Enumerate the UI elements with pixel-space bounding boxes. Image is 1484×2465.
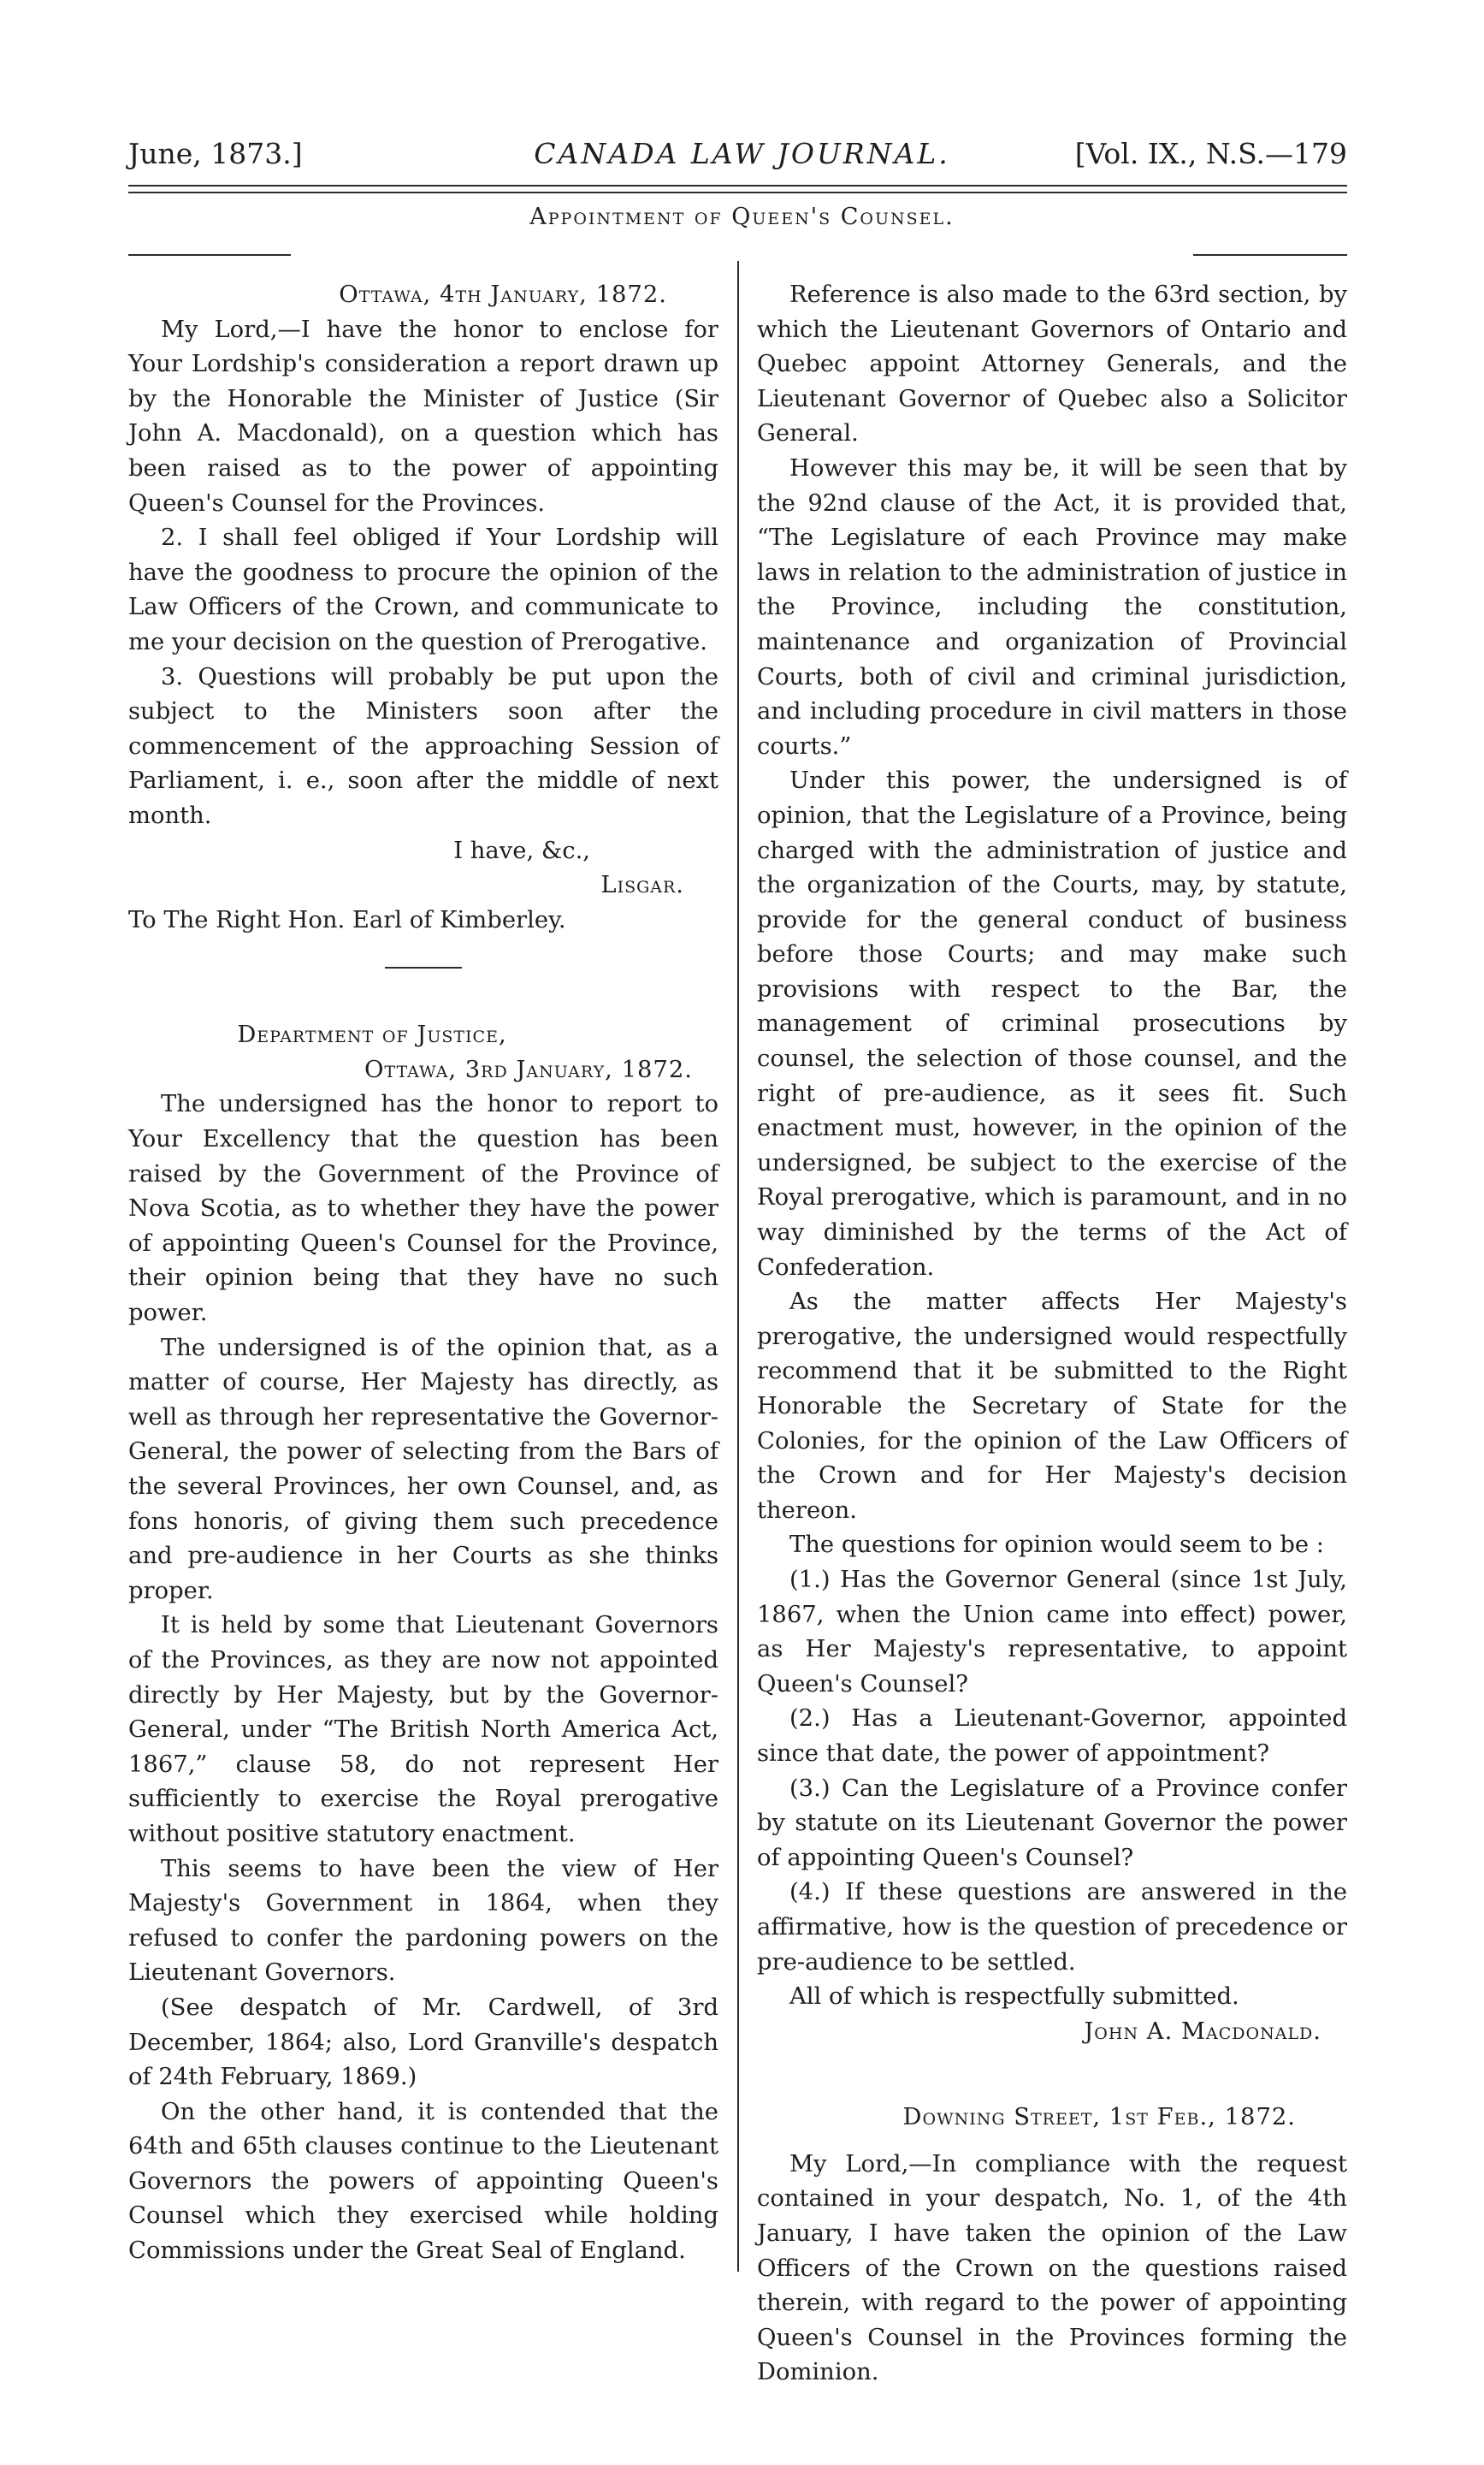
question-item: (1.) Has the Governor General (since 1st July, 1867, when the Union came into effect) power, as Her Majesty's representative, to appoint Queen's Counsel?	[757, 1566, 1347, 1698]
issue-date: June, 1873.]	[128, 137, 303, 170]
letter2-paragraph: My Lord,—In compliance with the request contained in your despatch, No. 1, of the 4th January, I have taken the opinion of the Law Officers of the Crown on the questions raised therein, with regard to the power of appointing Queen's Counsel in the Provinces forming the Dominion.	[757, 2150, 1347, 2386]
journal-title: CANADA LAW JOURNAL.	[534, 137, 950, 170]
column-divider	[737, 261, 739, 2272]
question-item: (4.) If these questions are answered in the affirmative, how is the question of precedence or pre-audience to be settled.	[757, 1879, 1347, 1976]
letter1-signature: Lisgar.	[600, 872, 684, 899]
letter1-paragraph: My Lord,—I have the honor to enclose for Your Lordship's consideration a report drawn up by the Honorable the Minister of Justice (Sir John A. Macdonald), on a question which has been raised as to the power of appointing Queen's Counsel for the Provinces.	[128, 316, 718, 517]
section-gap	[757, 2049, 1347, 2101]
section-gap	[757, 2136, 1347, 2148]
report-paragraph: Reference is also made to the 63rd section, by which the Lieutenant Governors of Ontario and Quebec appoint Attorney Generals, and the Lieutenant Governor of Quebec also a Solicitor General.	[757, 281, 1347, 447]
letter1-dateline: Ottawa, 4th January, 1872.	[339, 281, 667, 308]
report-paragraph: (See despatch of Mr. Cardwell, of 3rd December, 1864; also, Lord Granville's despatch of 24th February, 1869.)	[128, 1994, 718, 2091]
title-rule-right	[1193, 254, 1347, 256]
title-rule-left	[128, 254, 291, 256]
report-closing: All of which is respectfully submitted.	[789, 1983, 1239, 2011]
report-dateline: Ottawa, 3rd January, 1872.	[364, 1056, 693, 1083]
letter2-dateline: Downing Street, 1st Feb., 1872.	[902, 2104, 1296, 2131]
right-column	[757, 278, 1347, 2391]
report-paragraph: As the matter affects Her Majesty's prerogative, the undersigned would respectfully recommend that it be submitted to the Right Honorable the Secretary of State for the Colonies, for the opinion of the Law Officers of the Crown and for Her Majesty's decision thereon.	[757, 1289, 1347, 1524]
header-rule-bottom	[128, 192, 1347, 193]
report-paragraph: This seems to have been the view of Her Majesty's Government in 1864, when they refused to confer the pardoning powers on the Lieutenant Governors.	[128, 1855, 718, 1987]
letter1-addressee: To The Right Hon. Earl of Kimberley.	[128, 906, 566, 933]
report-paragraph: The undersigned is of the opinion that, as a matter of course, Her Majesty has directly, as well as through her representative the Governor-General, the power of selecting from the Bars of the several Provinces, her own Counsel, and, as fons honoris, of giving them such precedence and pre-audience in her Courts as she thinks proper.	[128, 1334, 718, 1604]
report-signature: John A. Macdonald.	[1084, 2018, 1321, 2045]
article-title: Appointment of Queen's Counsel.	[529, 204, 955, 230]
question-item: (2.) Has a Lieutenant-Governor, appointed since that date, the power of appointment?	[757, 1705, 1347, 1767]
report-paragraph: The questions for opinion would seem to be :	[789, 1532, 1324, 1559]
report-heading: Department of Justice,	[237, 1022, 507, 1049]
question-item: (3.) Can the Legislature of a Province confer by statute on its Lieutenant Governor the power of appointing Queen's Counsel?	[757, 1775, 1347, 1871]
report-paragraph: Under this power, the undersigned is of opinion, that the Legislature of a Province, being charged with the administration of justice and the organization of the Courts, may, by statute, provide for the general conduct of business before those Courts; and may make such provisions with respect to the Bar, the management of criminal prosecutions by counsel, the selection of those counsel, and the right of pre-audience, as it sees fit. Such enactment must, however, in the opinion of the undersigned, be subject to the exercise of the Royal prerogative, which is paramount, and in no way diminished by the terms of the Act of Confederation.	[757, 767, 1347, 1281]
report-paragraph: It is held by some that Lieutenant Governors of the Provinces, as they are now not appointed directly by Her Majesty, but by the Governor-General, under “The British North America Act, 1867,” clause 58, do not represent Her sufficiently to exercise the Royal prerogative without positive statutory enactment.	[128, 1612, 718, 1847]
left-column	[128, 278, 718, 2269]
section-separator	[385, 967, 462, 969]
letter1-paragraph: 2. I shall feel obliged if Your Lordship will have the goodness to procure the opinion of the Law Officers of the Crown, and communicate to me your decision on the question of Prerogative.	[128, 524, 718, 655]
header-rule-top	[128, 185, 1347, 187]
volume-page: [Vol. IX., N.S.—179	[1074, 137, 1347, 170]
letter1-paragraph: 3. Questions will probably be put upon the subject to the Ministers soon after the commencement of the approaching Session of Parliament, i. e., soon after the middle of next month.	[128, 663, 718, 829]
report-paragraph: On the other hand, it is contended that the 64th and 65th clauses continue to the Lieutenant Governors the powers of appointing Queen's Counsel which they exercised while holding Commissions under the Great Seal of England.	[128, 2098, 718, 2265]
report-paragraph: However this may be, it will be seen that by the 92nd clause of the Act, it is provided that, “The Legislature of each Province may make laws in relation to the administration of justice in the Province, including the constitution, maintenance and organization of Provincial Courts, both of civil and criminal jurisdiction, and including procedure in civil matters in those courts.”	[757, 454, 1347, 760]
letter1-closing: I have, &c.,	[453, 837, 590, 864]
report-paragraph: The undersigned has the honor to report to Your Excellency that the question has been raised by the Government of the Province of Nova Scotia, as to whether they have the power of appointing Queen's Counsel for the Province, their opinion being that they have no such power.	[128, 1091, 718, 1327]
